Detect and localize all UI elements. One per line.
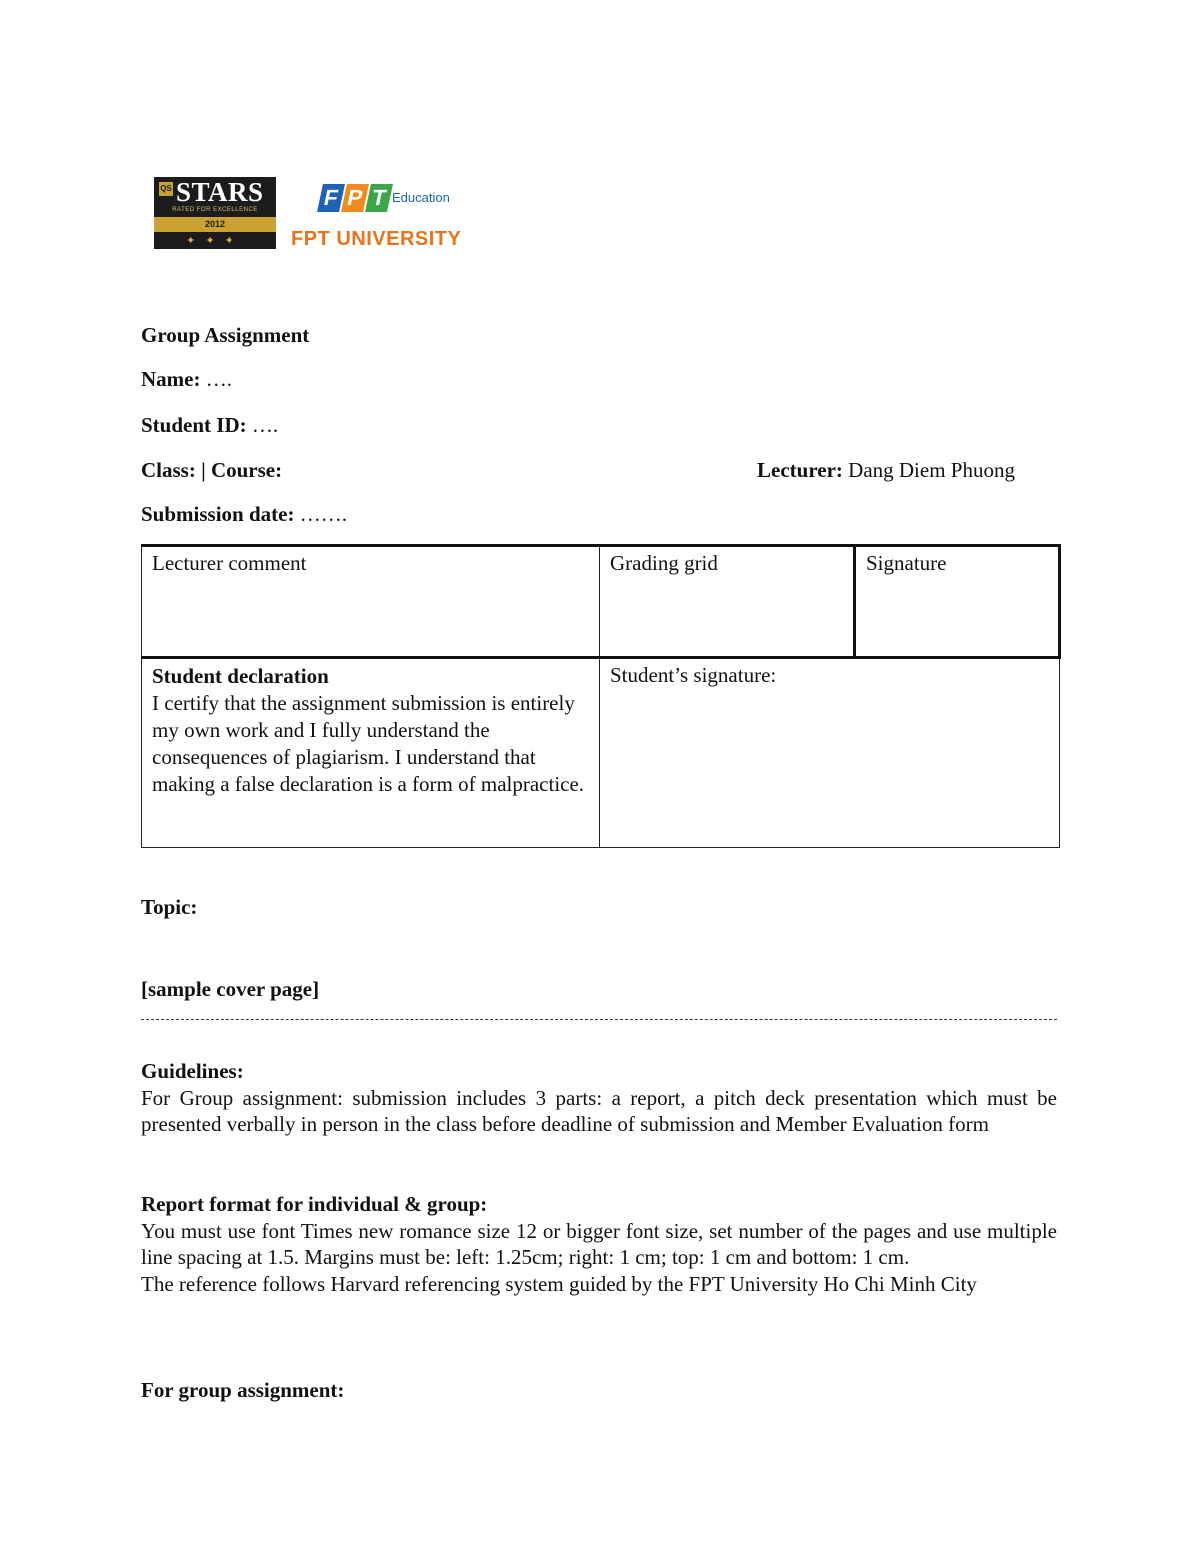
report-format-heading: Report format for individual & group: xyxy=(141,1192,488,1216)
fpt-letter-blocks xyxy=(320,184,392,214)
grading-grid-cell: Grading grid xyxy=(600,546,855,658)
declaration-text: I certify that the assignment submission is entirely my own work and I fully understand the consequences of plagiarism. I understand that making a false declaration is a form of malpractice. xyxy=(152,691,585,796)
student-declaration-cell xyxy=(142,658,600,848)
name-field xyxy=(141,367,232,392)
qs-badge: QS xyxy=(159,182,173,196)
submission-date-value: ……. xyxy=(299,502,347,526)
submission-date-field xyxy=(141,502,347,527)
reference-text: The reference follows Harvard referencing system guided by the FPT University Ho Chi Minh City xyxy=(141,1271,977,1296)
student-id-value: …. xyxy=(251,413,279,437)
assignment-title: Group Assignment xyxy=(141,323,310,347)
divider xyxy=(141,1019,1057,1020)
group-assignment-heading: For group assignment: xyxy=(141,1378,345,1402)
student-id-label: Student ID: xyxy=(141,413,247,437)
class-course-label: Class: | Course: xyxy=(141,458,283,482)
stars-rating-icon: ✦✦✦ xyxy=(186,235,244,247)
report-format-section xyxy=(141,1191,1057,1297)
sample-cover-label: [sample cover page] xyxy=(141,977,320,1001)
lecturer-field xyxy=(757,458,1015,483)
fpt-letter-f: F xyxy=(317,184,345,212)
signature-cell: Signature xyxy=(855,546,1060,658)
group-assignment-section xyxy=(141,1377,1057,1404)
fpt-letter-t: T xyxy=(365,184,393,212)
stars-subtitle: RATED FOR EXCELLENCE xyxy=(172,207,258,213)
lecturer-label: Lecturer: xyxy=(757,458,843,482)
stars-year: 2012 xyxy=(154,217,276,232)
report-format-text: You must use font Times new romance size 12 or bigger font size, set number of the pages and use multiple line spacing at 1.5. Margins must be: left: 1.25cm; right: 1 cm; top: 1 cm and bottom: 1 cm. xyxy=(141,1218,1057,1269)
lecturer-name: Dang Diem Phuong xyxy=(848,458,1015,482)
cover-table xyxy=(141,544,1061,848)
class-course-field xyxy=(141,458,282,483)
qs-stars-logo xyxy=(154,177,276,249)
submission-date-label: Submission date: xyxy=(141,502,295,526)
fpt-education-text: Education xyxy=(392,190,450,205)
name-label: Name: xyxy=(141,367,201,391)
name-value: …. xyxy=(205,367,232,391)
fpt-university-text: FPT UNIVERSITY xyxy=(291,228,462,250)
lecturer-comment-cell: Lecturer comment xyxy=(142,546,600,658)
guidelines-section xyxy=(141,1058,1057,1138)
stars-wordmark: STARS xyxy=(176,177,264,207)
declaration-title: Student declaration xyxy=(152,664,329,688)
fpt-letter-p: P xyxy=(341,184,369,212)
topic-label: Topic: xyxy=(141,895,198,919)
table-row xyxy=(142,658,1060,848)
guidelines-text: For Group assignment: submission includes 3 parts: a report, a pitch deck presentation which must be presented verbally in person in the class before deadline of submission and Member Evaluation form xyxy=(141,1085,1057,1136)
student-id-field xyxy=(141,413,278,438)
student-signature-cell: Student’s signature: xyxy=(600,658,1060,848)
guidelines-heading: Guidelines: xyxy=(141,1059,244,1083)
table-row xyxy=(142,546,1060,658)
fpt-education-logo xyxy=(291,180,480,252)
